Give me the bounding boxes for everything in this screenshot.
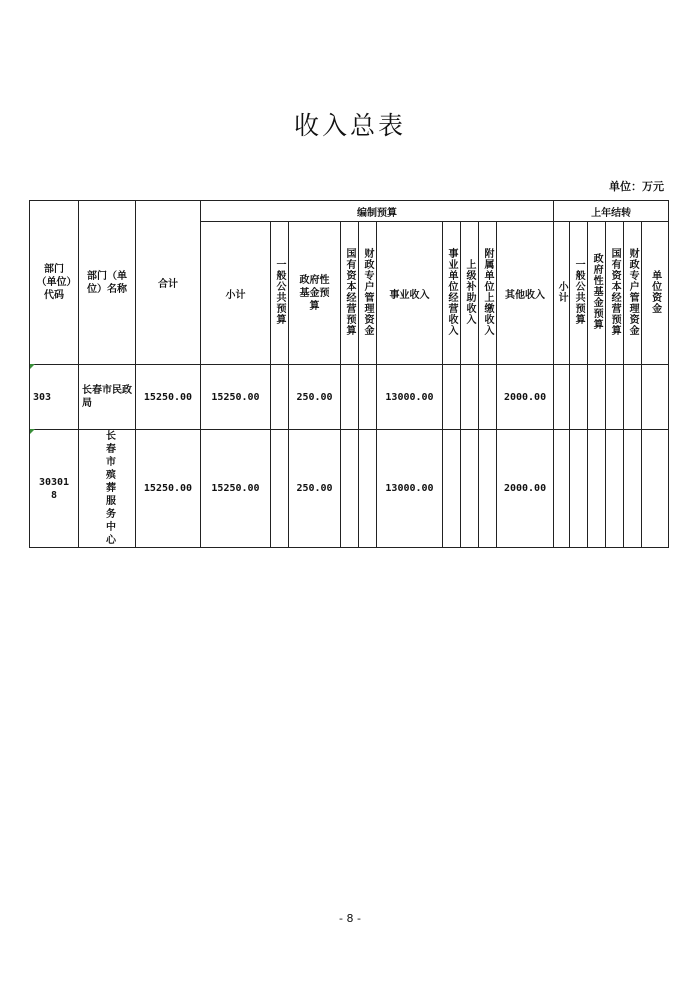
income-summary-table: [29, 200, 669, 548]
cell-name: 长春市民政局: [79, 365, 136, 430]
header-budget-business: 事业收入: [377, 222, 443, 365]
page-title: 收入总表: [293, 111, 406, 140]
cell-special: [359, 430, 377, 548]
cell-affiliated: [479, 430, 497, 548]
cell-carry-general: [570, 365, 588, 430]
cell-general: [271, 365, 289, 430]
header-budget-state-capital: 国有资本经营预算: [341, 222, 359, 365]
header-dept-name: 部门（单位）名称: [79, 201, 136, 365]
cell-other: 2000.00: [497, 430, 554, 548]
cell-marker-icon: [30, 429, 35, 434]
cell-special: [359, 365, 377, 430]
header-budget-biz-op: 事业单位经营收入: [443, 222, 461, 365]
cell-upper: [461, 365, 479, 430]
header-budget-general: 一般公共预算: [271, 222, 289, 365]
cell-business: 13000.00: [377, 430, 443, 548]
cell-marker-icon: [30, 364, 35, 369]
cell-biz-op: [443, 365, 461, 430]
cell-carry-subtotal: [554, 365, 570, 430]
header-total: 合计: [136, 201, 201, 365]
cell-general: [271, 430, 289, 548]
cell-subtotal: 15250.00: [201, 365, 271, 430]
cell-name: 长春市殡葬服务中心: [79, 430, 136, 548]
cell-state-capital: [341, 430, 359, 548]
cell-upper: [461, 430, 479, 548]
cell-state-capital: [341, 365, 359, 430]
header-carry-state: 国有资本经营预算: [606, 222, 624, 365]
cell-code: 303018: [30, 430, 79, 548]
unit-label: 单位：万元: [609, 180, 664, 193]
cell-carry-special: [624, 365, 642, 430]
header-budget-upper: 上级补助收入: [461, 222, 479, 365]
cell-carry-fund: [588, 365, 606, 430]
cell-carry-general: [570, 430, 588, 548]
table-row: [30, 365, 669, 430]
cell-total: 15250.00: [136, 365, 201, 430]
header-carry-special: 财政专户管理资金: [624, 222, 642, 365]
header-group-budget: 编制预算: [201, 201, 554, 222]
cell-biz-op: [443, 430, 461, 548]
cell-subtotal: 15250.00: [201, 430, 271, 548]
cell-affiliated: [479, 365, 497, 430]
page-number: - 8 -: [339, 912, 361, 925]
header-budget-affiliated: 附属单位上缴收入: [479, 222, 497, 365]
table-row: [30, 430, 669, 548]
cell-carry-subtotal: [554, 430, 570, 548]
cell-code: 303: [30, 365, 79, 430]
cell-carry-state: [606, 365, 624, 430]
header-group-carry: 上年结转: [554, 201, 669, 222]
header-budget-fund: 政府性基金预算: [289, 222, 341, 365]
header-budget-subtotal: 小计: [201, 222, 271, 365]
cell-fund: 250.00: [289, 365, 341, 430]
header-carry-unit: 单位资金: [642, 222, 669, 365]
header-carry-fund: 政府性基金预算: [588, 222, 606, 365]
header-dept-code: 部门（单位）代码: [30, 201, 79, 365]
header-carry-subtotal: 小计: [554, 222, 570, 365]
cell-business: 13000.00: [377, 365, 443, 430]
cell-carry-unit: [642, 365, 669, 430]
cell-carry-special: [624, 430, 642, 548]
header-budget-special: 财政专户管理资金: [359, 222, 377, 365]
cell-carry-state: [606, 430, 624, 548]
cell-other: 2000.00: [497, 365, 554, 430]
cell-carry-fund: [588, 430, 606, 548]
cell-fund: 250.00: [289, 430, 341, 548]
header-budget-other: 其他收入: [497, 222, 554, 365]
cell-carry-unit: [642, 430, 669, 548]
cell-total: 15250.00: [136, 430, 201, 548]
header-carry-general: 一般公共预算: [570, 222, 588, 365]
